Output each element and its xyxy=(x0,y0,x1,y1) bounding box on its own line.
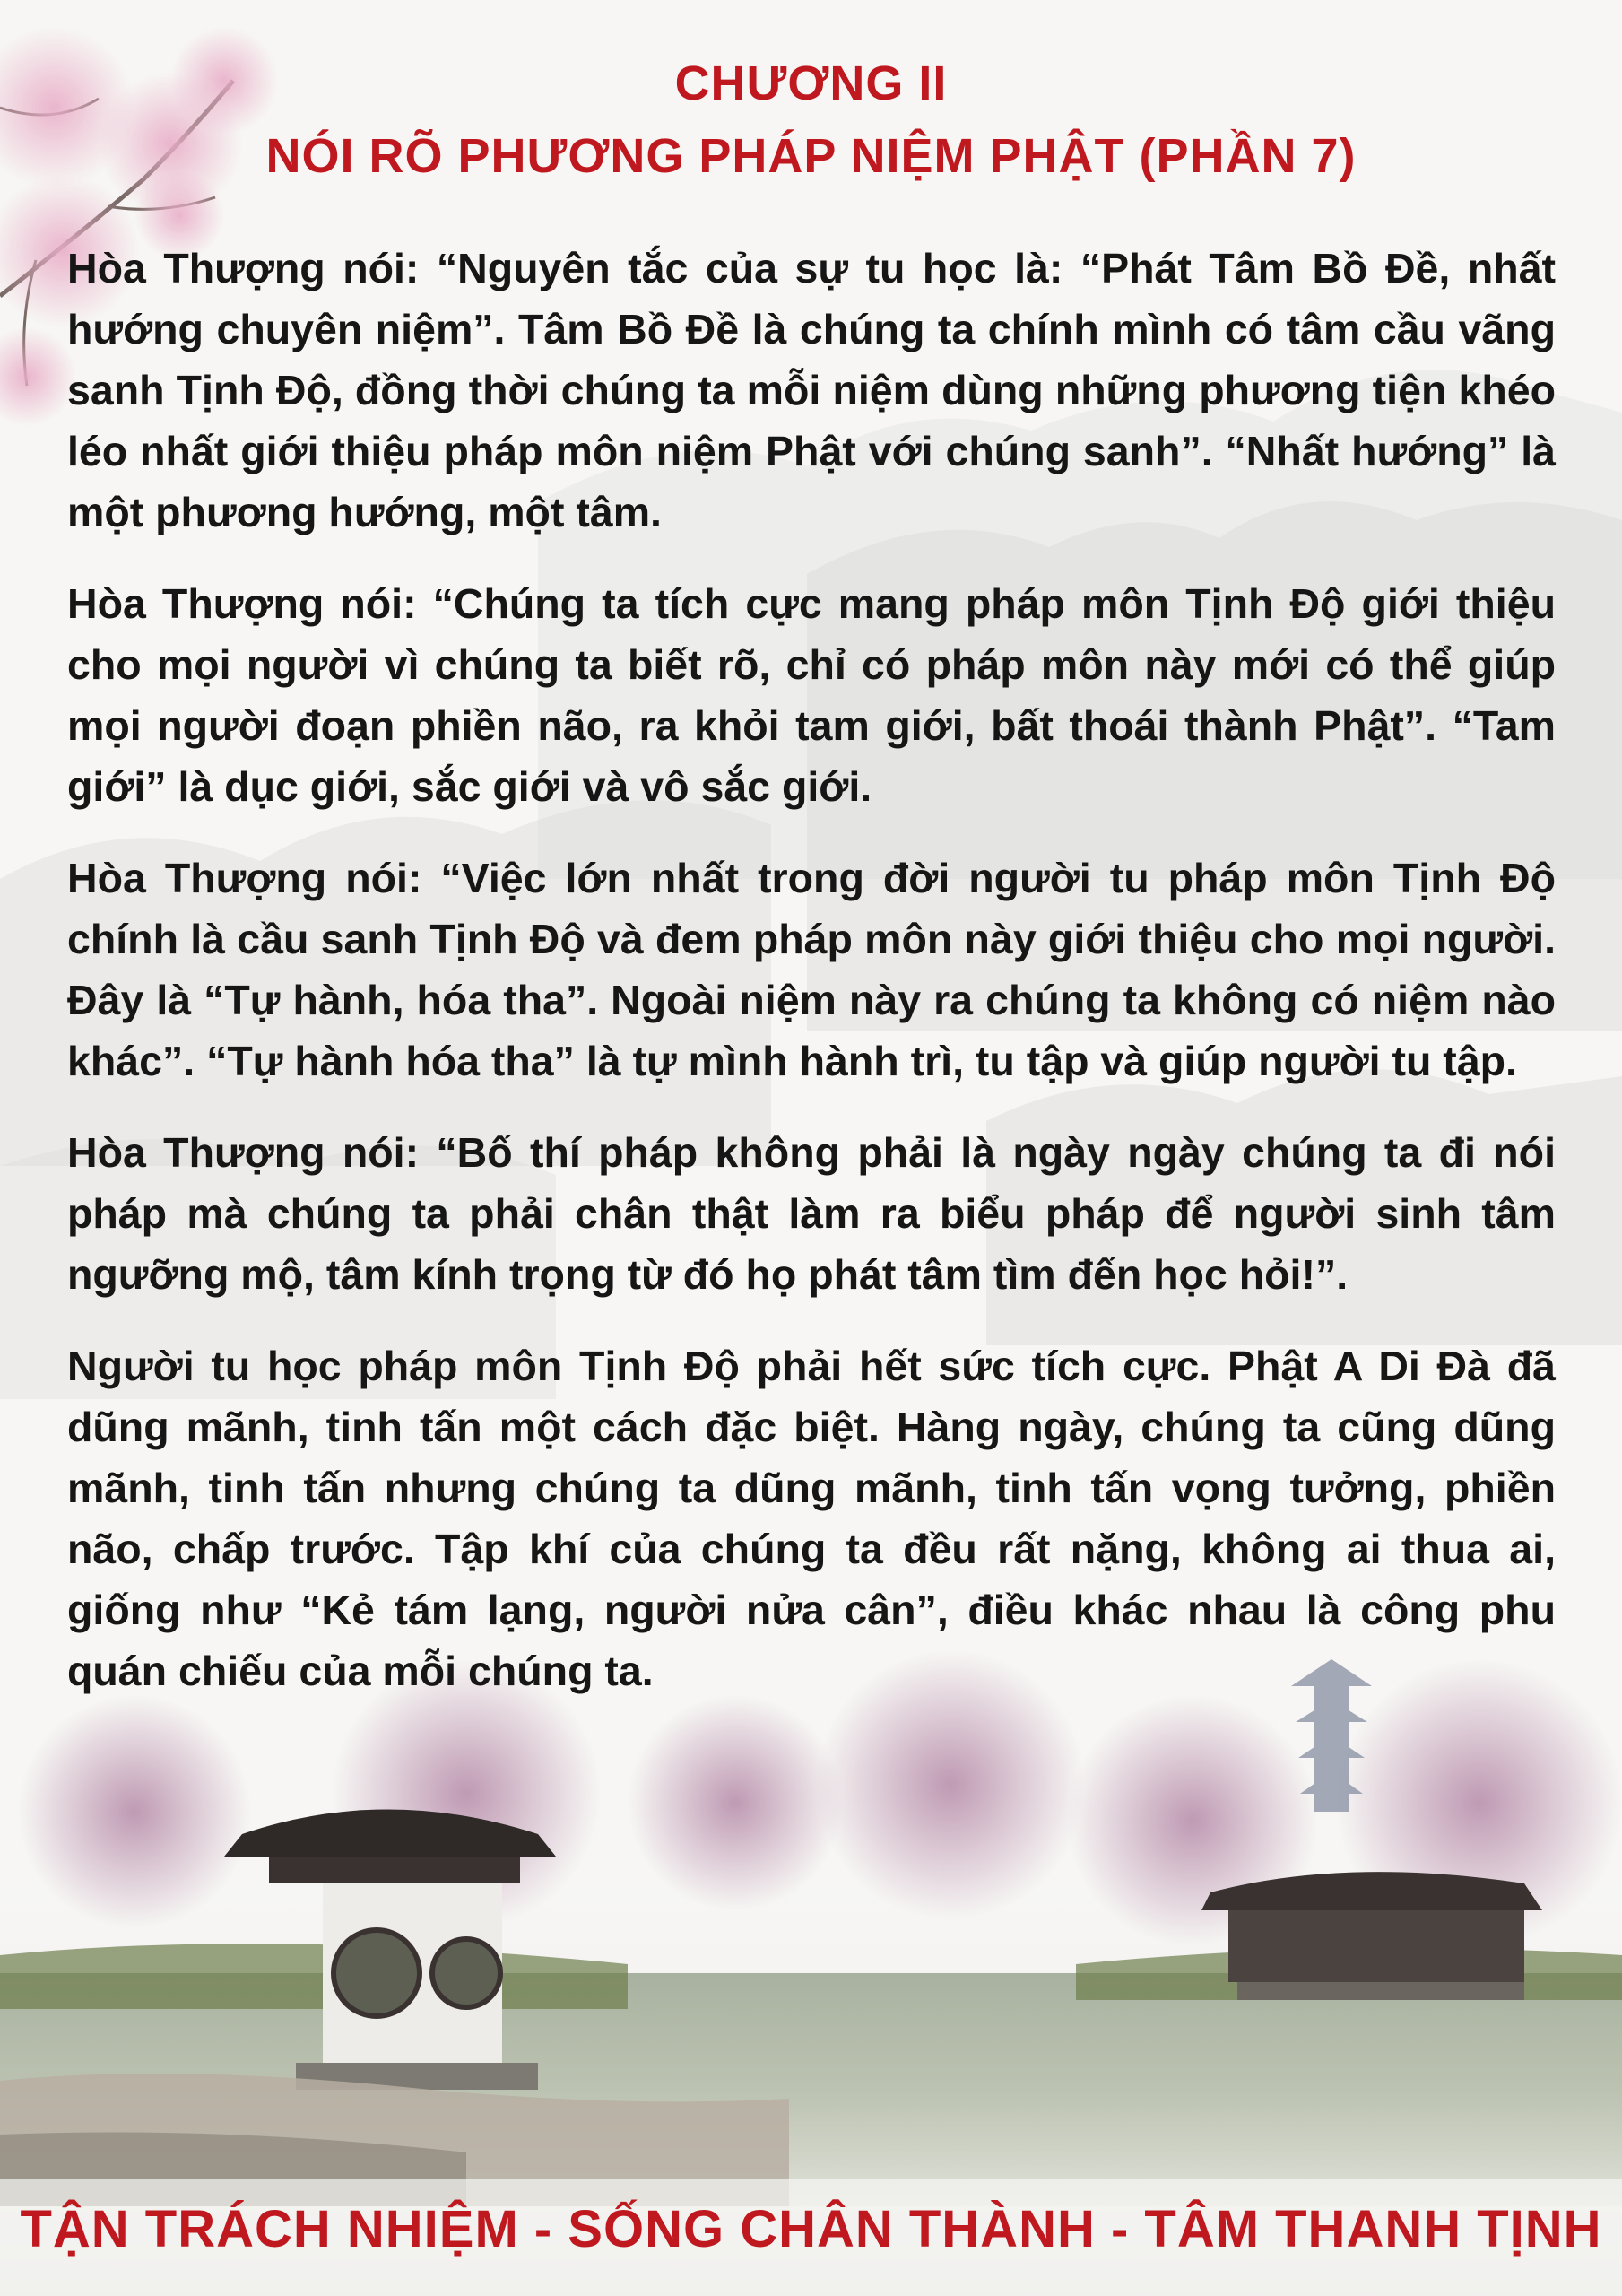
paragraph-2: Hòa Thượng nói: “Chúng ta tích cực mang pháp môn Tịnh Độ giới thiệu cho mọi người vì chúng ta biết rõ, chỉ có pháp môn này mới có thể giúp mọi người đoạn phiền não, ra khỏi tam giới, bất thoái thành Phật”. “Tam giới” là dục giới, sắc giới và vô sắc giới. xyxy=(67,580,1556,810)
footer-slogan: TẬN TRÁCH NHIỆM - SỐNG CHÂN THÀNH - TÂM THANH TỊNH xyxy=(20,2200,1602,2258)
paragraph-5: Người tu học pháp môn Tịnh Độ phải hết sức tích cực. Phật A Di Đà đã dũng mãnh, tinh tấn một cách đặc biệt. Hàng ngày, chúng ta cũng dũng mãnh, tinh tấn nhưng chúng ta dũng mãnh, tinh tấn vọng tưởng, phiền não, chấp trước. Tập khí của chúng ta đều rất nặng, không ai thua ai, giống như “Kẻ tám lạng, người nửa cân”, điều khác nhau là công phu quán chiếu của mỗi chúng ta. xyxy=(67,1343,1556,1694)
paragraph-3: Hòa Thượng nói: “Việc lớn nhất trong đời người tu pháp môn Tịnh Độ chính là cầu sanh Tịnh Độ và đem pháp môn này giới thiệu cho mọi người. Đây là “Tự hành, hóa tha”. Ngoài niệm này ra chúng ta không có niệm nào khác”. “Tự hành hóa tha” là tự mình hành trì, tu tập và giúp người tu tập. xyxy=(67,855,1556,1084)
paragraph-1: Hòa Thượng nói: “Nguyên tắc của sự tu học là: “Phát Tâm Bồ Đề, nhất hướng chuyên niệm”. Tâm Bồ Đề là chúng ta chính mình có tâm cầu vãng sanh Tịnh Độ, đồng thời chúng ta mỗi niệm dùng những phương tiện khéo léo nhất giới thiệu pháp môn niệm Phật với chúng sanh”. “Nhất hướng” là một phương hướng, một tâm. xyxy=(67,245,1556,535)
page-title: NÓI RÕ PHƯƠNG PHÁP NIỆM PHẬT (PHẦN 7) xyxy=(265,129,1357,183)
header xyxy=(0,49,1622,193)
chapter-heading: CHƯƠNG II xyxy=(674,57,948,110)
article-body xyxy=(67,238,1556,1732)
paragraph-4: Hòa Thượng nói: “Bố thí pháp không phải là ngày ngày chúng ta đi nói pháp mà chúng ta phải chân thật làm ra biểu pháp để người sinh tâm ngưỡng mộ, tâm kính trọng từ đó họ phát tâm tìm đến học hỏi!”. xyxy=(67,1129,1556,1298)
